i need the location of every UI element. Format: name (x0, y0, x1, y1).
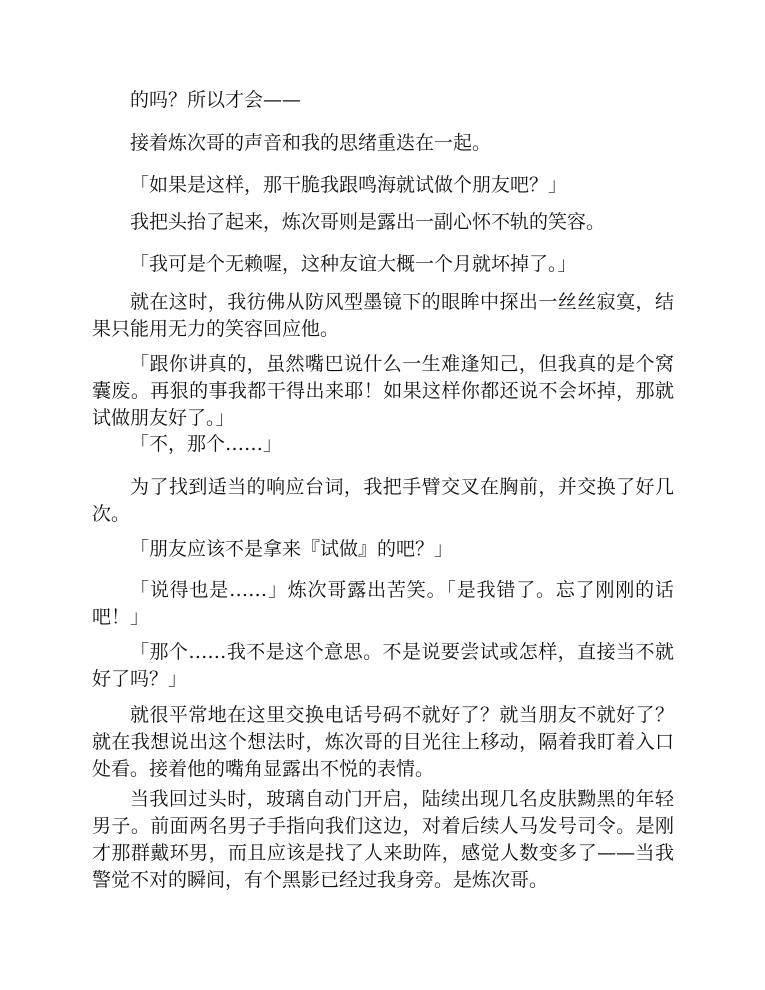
paragraph-5: 「我可是个无赖喔，这种友谊大概一个月就坏掉了。」 (130, 253, 577, 275)
paragraph-4: 我把头抬了起来，炼次哥则是露出一副心怀不轨的笑容。 (130, 211, 606, 233)
paragraph-10: 「朋友应该不是拿来『试做』的吧？」 (130, 538, 454, 560)
paragraph-7: 「跟你讲真的，虽然嘴巴说什么一生难逢知己，但我真的是个窝囊废。再狠的事我都干得出来耶！如果这样你都还说不会坏掉，那就试做朋友好了。」 (92, 353, 674, 429)
paragraph-14: 当我回过头时，玻璃自动门开启，陆续出现几名皮肤黝黑的年轻男子。前面两名男子手指向我们这边，对着后续人马发号司令。是刚才那群戴环男，而且应该是找了人来助阵，感觉人数变多了——当我警觉不对的瞬间，有个黑影已经过我身旁。是炼次哥。 (92, 788, 674, 891)
paragraph-12: 「那个……我不是这个意思。不是说要尝试或怎样，直接当不就好了吗？」 (92, 641, 674, 690)
paragraph-11: 「说得也是……」炼次哥露出苦笑。「是我错了。忘了刚刚的话吧！」 (92, 579, 674, 628)
paragraph-2: 接着炼次哥的声音和我的思绪重迭在一起。 (130, 132, 492, 154)
paragraph-3: 「如果是这样，那干脆我跟鸣海就试做个朋友吧？」 (130, 174, 568, 196)
paragraph-8: 「不，那个……」 (130, 433, 283, 455)
paragraph-6: 就在这时，我彷佛从防风型墨镜下的眼眸中探出一丝丝寂寞，结果只能用无力的笑容回应他。 (92, 291, 674, 340)
paragraph-1: 的吗？所以才会—— (130, 89, 302, 111)
paragraph-13: 就很平常地在这里交换电话号码不就好了？就当朋友不就好了？就在我想说出这个想法时，炼次哥的目光往上移动，隔着我盯着入口处看。接着他的嘴角显露出不悦的表情。 (92, 704, 674, 780)
paragraph-9: 为了找到适当的响应台词，我把手臂交叉在胸前，并交换了好几次。 (92, 476, 674, 525)
